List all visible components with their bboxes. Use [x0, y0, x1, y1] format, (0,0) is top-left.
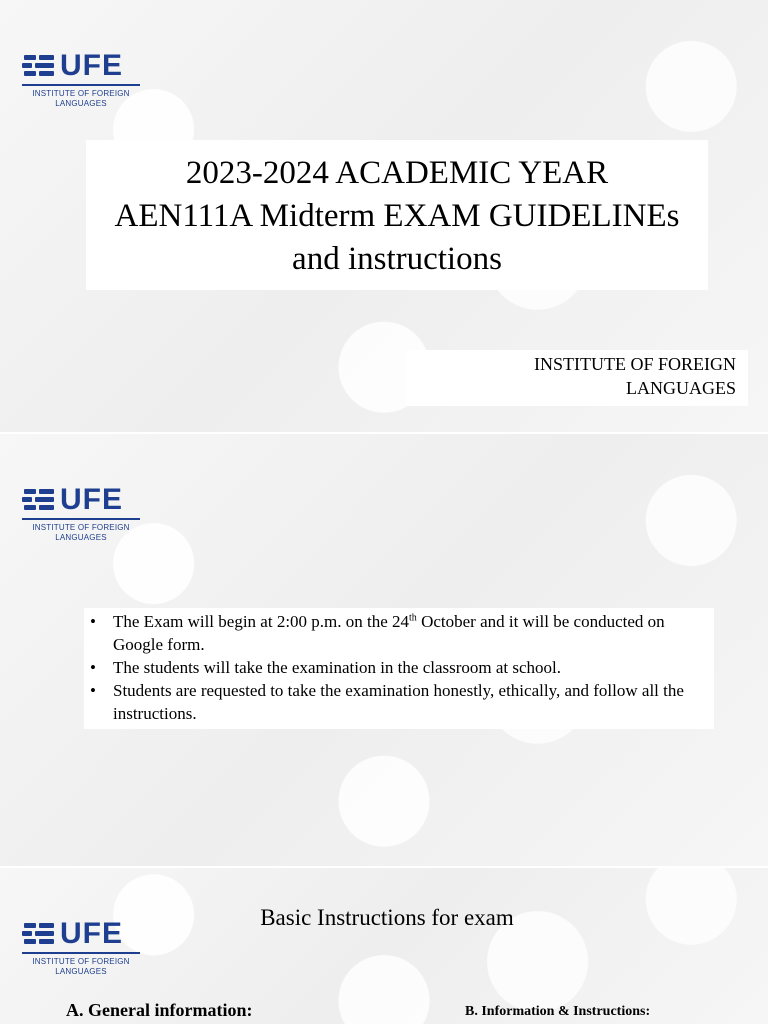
logo-mark-icon — [22, 52, 58, 80]
slide-title-box — [86, 140, 708, 290]
bullet-text-part2: October and it will be conducted on Google form. — [113, 612, 665, 654]
logo-mark-icon — [22, 920, 58, 948]
logo-divider — [22, 84, 140, 86]
logo-subtitle-line2: LANGUAGES — [55, 99, 107, 108]
bullet-text-sup: th — [409, 612, 417, 624]
ufe-logo — [22, 917, 142, 980]
logo-subtitle — [22, 957, 140, 977]
slide-title — [0, 0, 768, 432]
logo-subtitle-line2: LANGUAGES — [55, 967, 107, 976]
slide-basic-instructions — [0, 868, 768, 1024]
logo-subtitle-line1: INSTITUTE OF FOREIGN — [32, 957, 130, 966]
list-item — [84, 656, 714, 679]
bullet-glyph: • — [90, 681, 96, 700]
logo-divider — [22, 518, 140, 520]
ufe-logo — [22, 483, 142, 546]
title-line-3: and instructions — [292, 241, 502, 277]
logo-subtitle-line2: LANGUAGES — [55, 533, 107, 542]
slide-heading — [86, 152, 708, 281]
logo-wordmark: UFE — [60, 49, 123, 82]
list-item — [84, 679, 714, 725]
section-b-heading: B. Information & Instructions: — [465, 1004, 651, 1019]
title-line-2: AEN111A Midterm EXAM GUIDELINEs — [114, 198, 680, 234]
subtitle-line-2: LANGUAGES — [626, 378, 736, 398]
slide-exam-info — [0, 434, 768, 866]
logo-subtitle — [22, 89, 140, 109]
ufe-logo — [22, 49, 142, 112]
logo-wordmark: UFE — [60, 483, 123, 516]
logo-wordmark: UFE — [60, 917, 123, 950]
slide-heading: Basic Instructions for exam — [260, 905, 514, 930]
exam-info-list — [84, 608, 714, 729]
list-item — [84, 610, 714, 656]
logo-mark-icon — [22, 486, 58, 514]
logo-subtitle-line1: INSTITUTE OF FOREIGN — [32, 89, 130, 98]
subtitle-line-1: INSTITUTE OF FOREIGN — [534, 354, 736, 374]
section-a-heading: A. General information: — [66, 1000, 253, 1020]
logo-subtitle — [22, 523, 140, 543]
bullet-glyph: • — [90, 612, 96, 631]
bullet-text-part1: The Exam will begin at 2:00 p.m. on the 24 — [113, 612, 410, 631]
slide-subtitle-box — [406, 350, 748, 406]
bullet-text: Students are requested to take the examination honestly, ethically, and follow all the instructions. — [113, 681, 684, 723]
bullet-glyph: • — [90, 658, 96, 677]
bullet-text: The students will take the examination in the classroom at school. — [113, 658, 562, 677]
logo-subtitle-line1: INSTITUTE OF FOREIGN — [32, 523, 130, 532]
logo-divider — [22, 952, 140, 954]
title-line-1: 2023-2024 ACADEMIC YEAR — [185, 155, 609, 191]
